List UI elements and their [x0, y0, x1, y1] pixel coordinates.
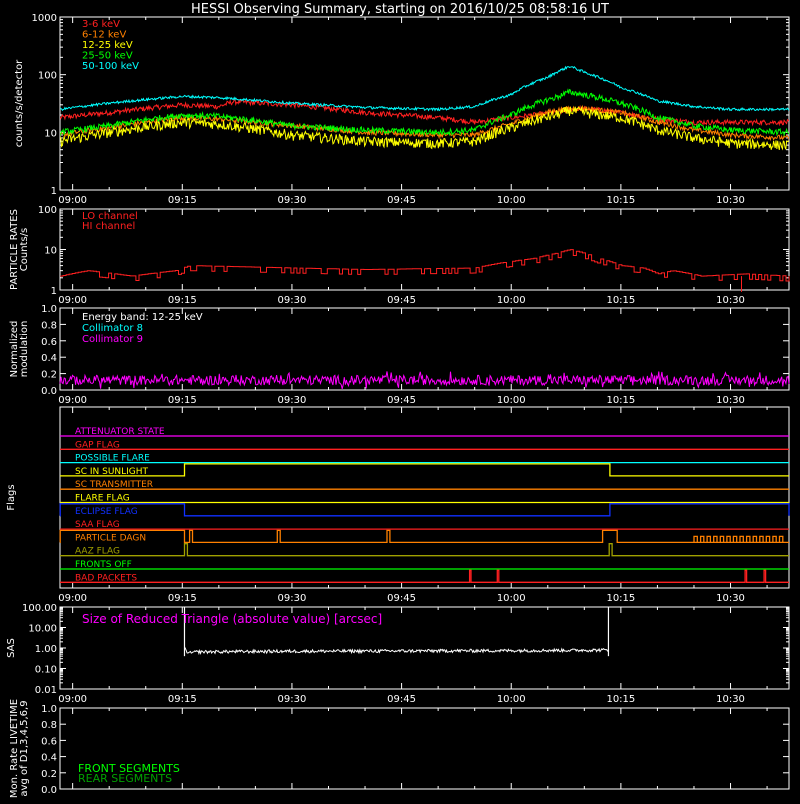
particle-xtick-label: 09:00: [58, 295, 88, 306]
modulation-xtick-label: 10:00: [496, 395, 526, 406]
flags-xtick-label: 09:45: [387, 593, 416, 604]
flag-label: SC TRANSMITTER: [75, 480, 154, 491]
legend-entry: Collimator 9: [82, 334, 143, 345]
legend-entry: HI channel: [82, 221, 136, 232]
counts-xtick-label: 09:15: [167, 195, 197, 206]
counts-ytick-label: 10: [44, 128, 57, 140]
series-50-100-keV: [60, 67, 789, 111]
flag-label: AAZ FLAG: [75, 546, 120, 557]
sas-ytick-label: 0.10: [34, 664, 57, 676]
counts-xtick-label: 09:30: [277, 195, 307, 206]
particle-panel: [9, 205, 789, 306]
sas-xtick-label: 09:15: [167, 694, 197, 705]
flag-label: ATTENUATOR STATE: [75, 427, 165, 437]
series-sas-triangle: [185, 647, 609, 654]
modulation-ytick-label: 0.2: [41, 369, 57, 381]
modulation-xtick-label: 10:15: [606, 395, 636, 406]
counts-xtick-label: 09:45: [387, 195, 416, 206]
sas-ytick-label: 1.00: [34, 644, 57, 655]
modulation-ytick-label: 0.4: [41, 353, 57, 365]
legend-entry: LO channel: [82, 211, 138, 222]
legend-entry: 12-25 keV: [82, 40, 133, 51]
modulation-ytick-label: 0.6: [41, 336, 57, 348]
modulation-ylabel2: modulation: [19, 320, 30, 378]
counts-xtick-label: 10:00: [496, 195, 526, 206]
flag-trace: [60, 530, 789, 542]
flag-label: PARTICLE DAGN: [75, 533, 147, 544]
particle-ytick-label: 100: [37, 205, 57, 216]
flags-xtick-label: 10:00: [496, 593, 526, 604]
flag-label: SAA FLAG: [75, 520, 120, 531]
sas-xtick-label: 09:45: [387, 694, 416, 705]
particle-xtick-label: 10:15: [606, 295, 636, 306]
flags-frame: [60, 407, 789, 588]
particle-frame: [60, 209, 789, 290]
counts-ylabel: counts/s/detector: [14, 59, 25, 148]
sas-xtick-label: 10:00: [496, 694, 526, 705]
livetime-ytick-label: 0.0: [41, 785, 57, 796]
flags-panel: [6, 407, 789, 604]
livetime-ytick-label: 0.4: [41, 752, 57, 764]
counts-xtick-label: 09:00: [58, 195, 88, 206]
flag-trace: [60, 544, 789, 556]
modulation-xtick-label: 10:30: [716, 395, 745, 406]
legend-entry: 6-12 keV: [82, 29, 127, 41]
flags-xtick-label: 09:00: [58, 593, 88, 604]
legend-entry: REAR SEGMENTS: [78, 772, 173, 785]
counts-frame: [60, 17, 789, 190]
counts-ytick-label: 100: [37, 70, 57, 82]
flag-trace: [60, 464, 789, 476]
livetime-ylabel: Mon. Rate LIVETIME: [9, 698, 20, 799]
flag-trace: [60, 570, 789, 582]
sas-ytick-label: 100.00: [22, 603, 57, 614]
sas-ytick-label: 10.00: [28, 623, 57, 635]
legend-entry: FRONT SEGMENTS: [78, 762, 180, 775]
flags-xtick-label: 09:30: [277, 593, 307, 604]
particle-xtick-label: 09:30: [277, 295, 307, 306]
counts-ytick-label: 1000: [31, 13, 57, 24]
series-collimator-9: [60, 371, 789, 389]
flag-label: ECLIPSE FLAG: [75, 506, 138, 517]
livetime-panel: [9, 699, 789, 798]
flag-label: FRONTS OFF: [75, 560, 132, 570]
particle-xtick-label: 10:00: [496, 295, 526, 306]
figure-title: HESSI Observing Summary, starting on 2016/10/25 08:58:16 UT: [191, 2, 609, 17]
flags-ylabel: Flags: [6, 484, 17, 511]
legend-entry: Energy band: 12-25 keV: [82, 312, 203, 323]
flag-trace-toggles: [694, 536, 783, 542]
particle-ytick-label: 1: [50, 286, 57, 297]
flag-trace: [60, 504, 789, 516]
flag-label: BAD PACKETS: [75, 573, 138, 584]
livetime-ytick-label: 1.0: [41, 704, 57, 715]
flag-label: SC IN SUNLIGHT: [75, 466, 149, 477]
sas-ytick-label: 0.01: [34, 685, 57, 696]
counts-panel: [14, 13, 789, 206]
sas-xtick-label: 10:30: [716, 694, 745, 705]
livetime-ytick-label: 0.2: [41, 768, 57, 780]
flag-label: GAP FLAG: [75, 440, 120, 451]
modulation-ylabel: Normalized: [9, 320, 20, 378]
modulation-ytick-label: 0.8: [41, 320, 57, 332]
flags-xtick-label: 09:15: [167, 593, 197, 604]
flags-xtick-label: 10:30: [716, 593, 745, 604]
legend-entry: 50-100 keV: [82, 61, 140, 72]
particle-xtick-label: 09:45: [387, 295, 416, 306]
livetime-ytick-label: 0.8: [41, 720, 57, 732]
modulation-xtick-label: 09:00: [58, 395, 88, 406]
modulation-ytick-label: 1.0: [41, 304, 57, 315]
particle-ylabel: PARTICLE RATES: [9, 209, 20, 290]
sas-panel: [6, 603, 789, 705]
counts-xtick-label: 10:15: [606, 195, 636, 206]
livetime-ytick-label: 0.6: [41, 736, 57, 748]
sas-ylabel: SAS: [6, 638, 17, 658]
particle-ylabel2: Counts/s: [19, 227, 30, 272]
flag-label: FLARE FLAG: [75, 493, 130, 504]
legend-entry: Collimator 8: [82, 323, 143, 334]
legend-entry: 3-6 keV: [82, 19, 120, 30]
counts-ytick-label: 1: [50, 186, 57, 197]
series-25-50-keV: [60, 90, 789, 136]
flag-label: POSSIBLE FLARE: [75, 453, 150, 464]
sas-xtick-label: 10:15: [606, 694, 636, 705]
modulation-xtick-label: 09:30: [277, 395, 307, 406]
flags-xtick-label: 10:15: [606, 593, 636, 604]
counts-xtick-label: 10:30: [716, 195, 745, 206]
legend-entry: 25-50 keV: [82, 50, 133, 62]
series-lo-channel: [60, 250, 789, 281]
legend-entry: Size of Reduced Triangle (absolute value) [arcsec]: [82, 612, 383, 626]
modulation-panel: [9, 304, 789, 406]
sas-xtick-label: 09:00: [58, 694, 88, 705]
particle-xtick-label: 09:15: [167, 295, 197, 306]
modulation-xtick-label: 09:15: [167, 395, 197, 406]
modulation-xtick-label: 09:45: [387, 395, 416, 406]
modulation-ytick-label: 0.0: [41, 386, 57, 397]
particle-ytick-label: 10: [44, 245, 57, 257]
particle-xtick-label: 10:30: [716, 295, 745, 306]
livetime-ylabel2: avg of D1,3,4,5,6,9: [19, 700, 30, 797]
sas-xtick-label: 09:30: [277, 694, 307, 705]
